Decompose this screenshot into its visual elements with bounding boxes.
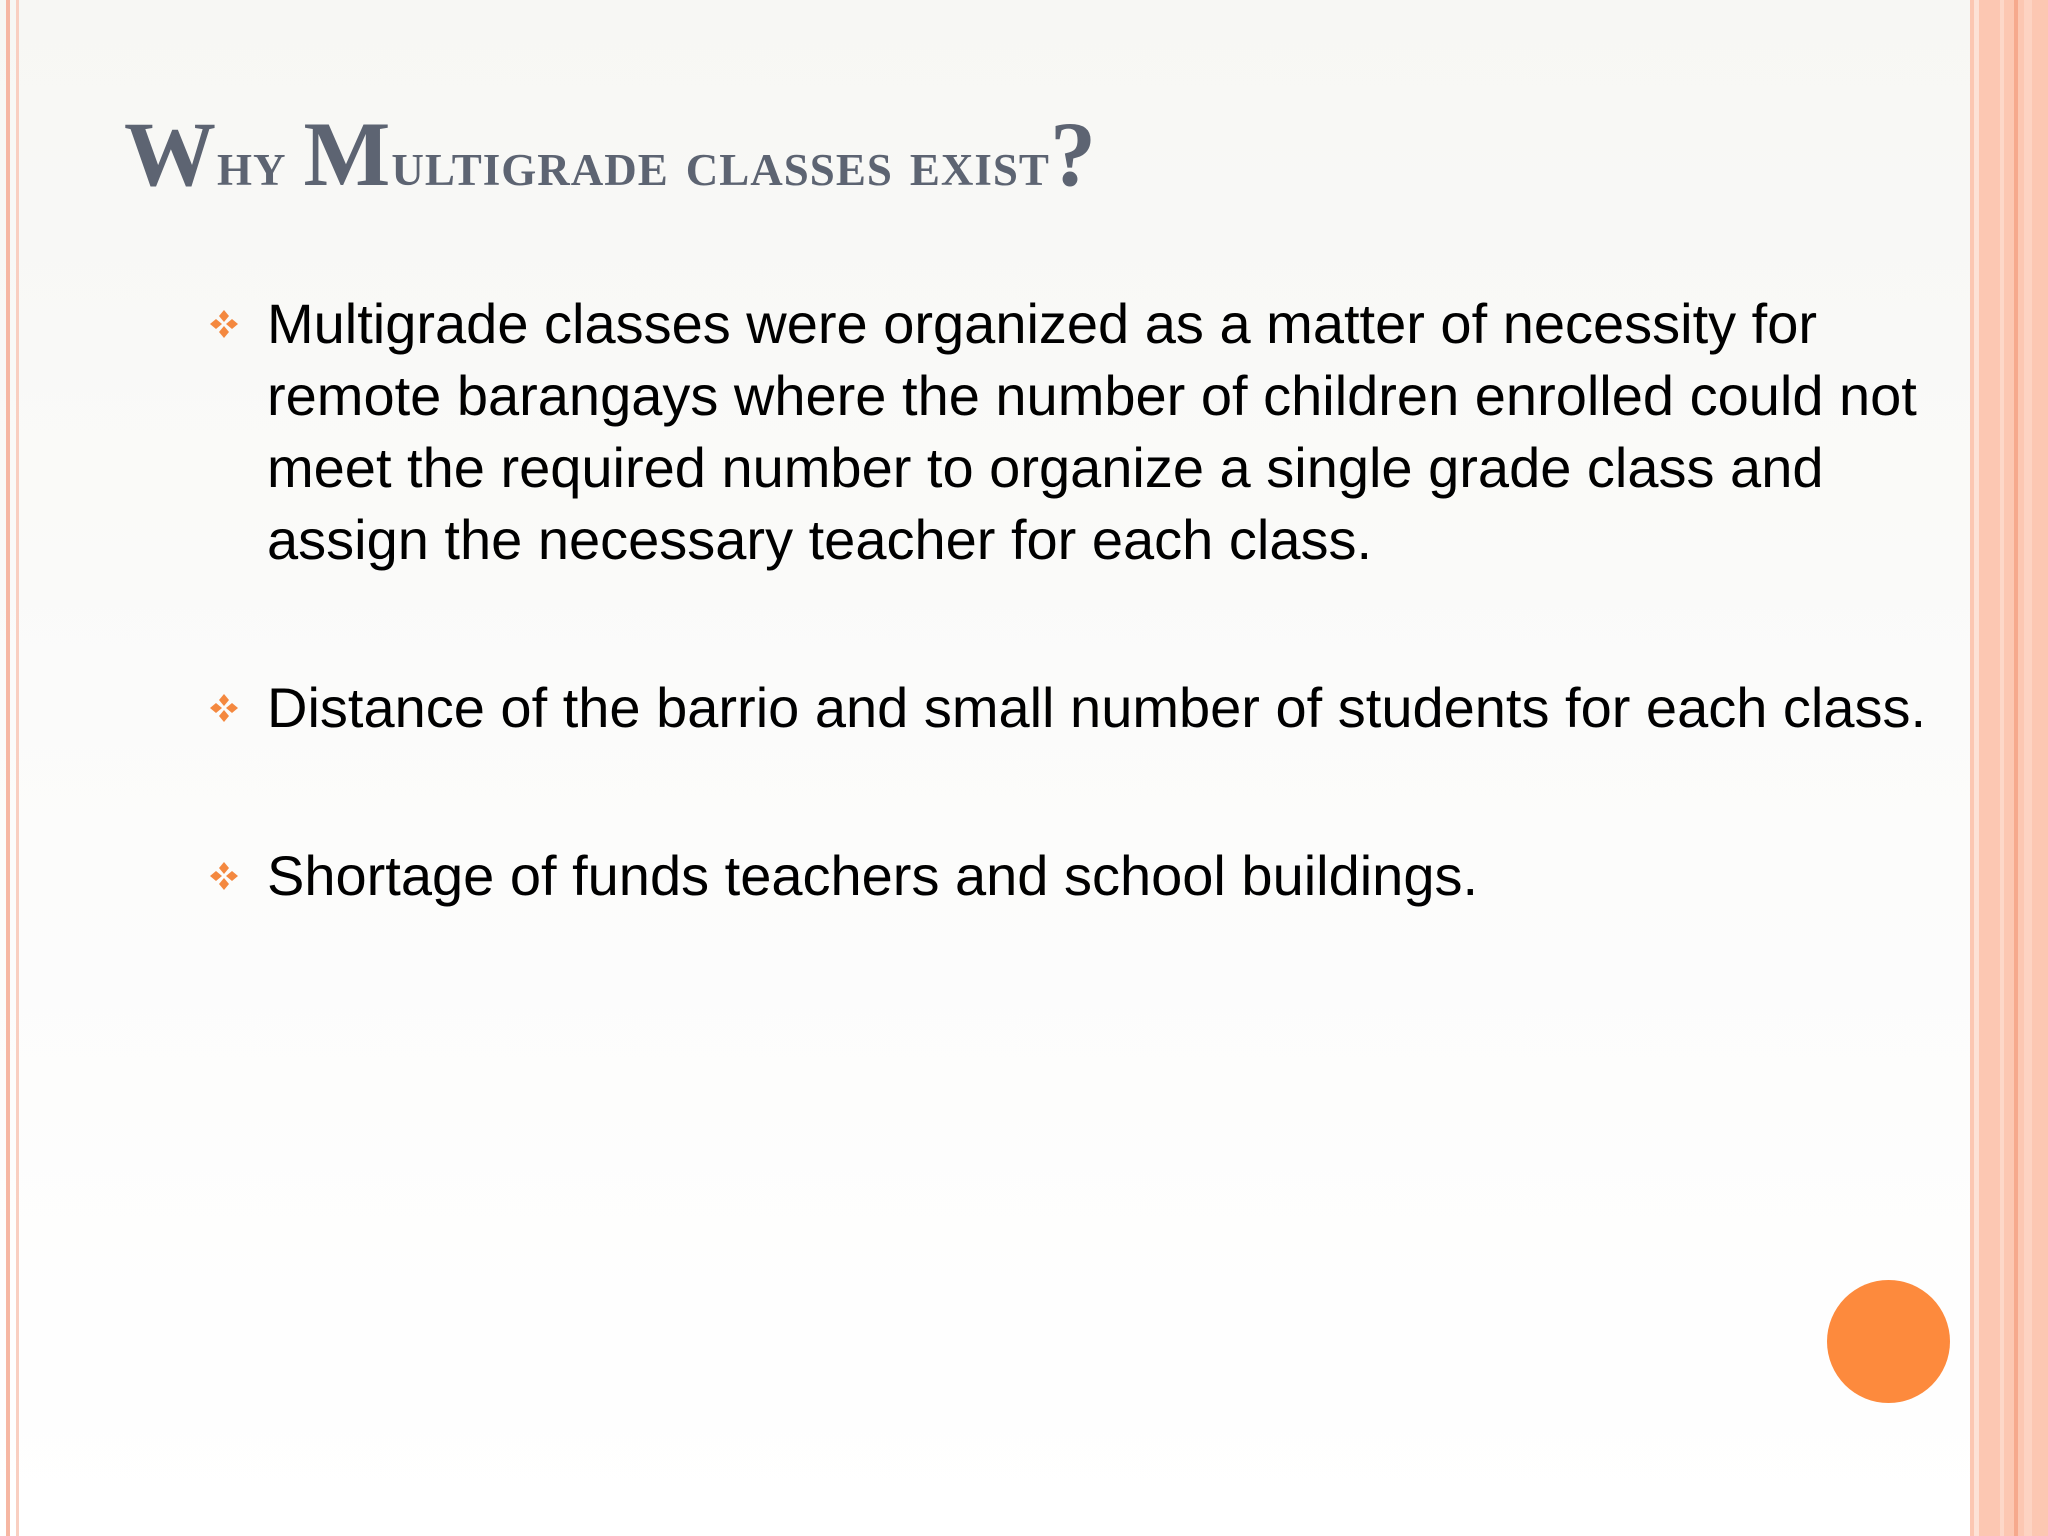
four-diamond-bullet-icon: [208, 692, 240, 724]
bullet-text: Shortage of funds teachers and school buildings.: [267, 844, 1479, 907]
four-diamond-bullet-icon: [208, 308, 240, 340]
bullet-list: [200, 288, 1940, 912]
four-diamond-bullet-icon: [208, 860, 240, 892]
accent-circle: [1827, 1280, 1950, 1403]
slide-title: [124, 103, 1097, 205]
left-border-line: [6, 0, 10, 1536]
title-part: ultigrade classes exist: [391, 128, 1050, 199]
left-border-line-inner: [16, 0, 19, 1536]
bullet-item: [200, 288, 1940, 576]
title-part: ?: [1049, 103, 1097, 205]
bullet-text: Distance of the barrio and small number of students for each class.: [267, 676, 1927, 739]
bullet-text: Multigrade classes were organized as a matter of necessity for remote barangays where the number of children enrolled could not meet the required number to organize a single grade class and assign the necessary teacher for each class.: [267, 292, 1917, 571]
bullet-item: [200, 840, 1940, 912]
title-part: W: [124, 103, 217, 205]
title-part: M: [303, 103, 392, 205]
title-part: hy: [217, 128, 304, 199]
right-decorative-band: [1970, 0, 2048, 1536]
bullet-item: [200, 672, 1940, 744]
